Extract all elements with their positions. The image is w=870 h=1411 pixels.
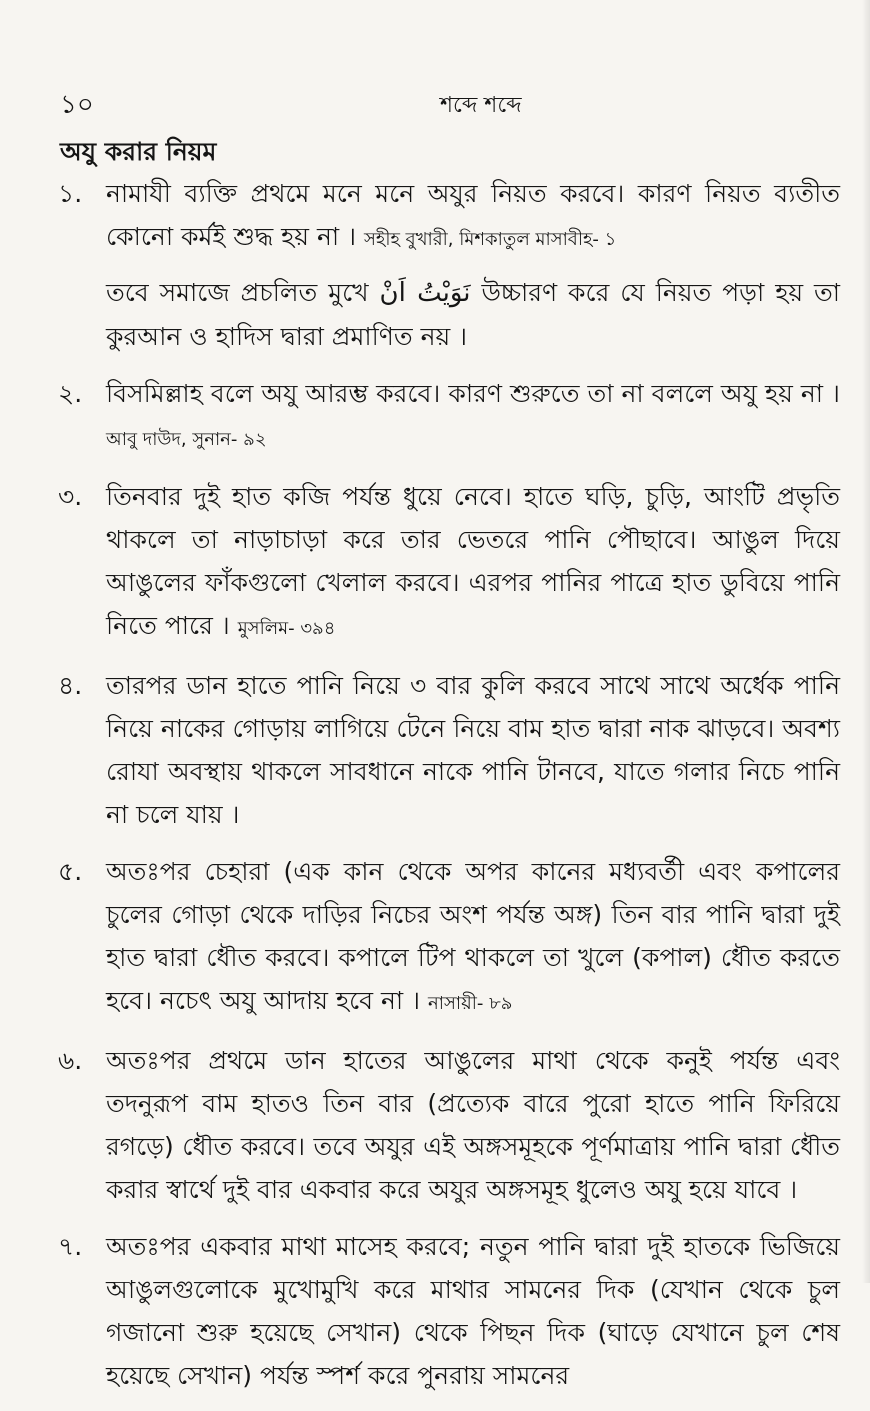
page-edge-shadow	[862, 0, 870, 1283]
item-number: ৭.	[58, 1232, 83, 1261]
item-text: নামাযী ব্যক্তি প্রথমে মনে মনে অযুর নিয়ত করবে। কারণ নিয়ত ব্যতীত কোনো কর্মই শুদ্ধ হয় না । সহীহ বুখারী, মিশকাতুল মাসাবীহ- ১	[106, 179, 840, 251]
list-item	[58, 850, 840, 1025]
item-note: তবে সমাজে প্রচলিত মুখে نَوَيْتُ اَنْ উচ্চারণ করে যে নিয়ত পড়া হয় তা কুরআন ও হাদিস দ্বারা প্রমাণিত নয় ।	[106, 278, 840, 351]
item-text: তারপর ডান হাতে পানি নিয়ে ৩ বার কুলি করবে সাথে সাথে অর্ধেক পানি নিয়ে নাকের গোড়ায় লাগিয়ে টেনে নিয়ে বাম হাত দ্বারা নাক ঝাড়বে। অবশ্য রোযা অবস্থায় থাকলে সাবধানে নাকে পানি টানবে, যাতে গলার নিচে পানি না চলে যায় ।	[106, 671, 840, 829]
item-number: ৫.	[58, 857, 83, 886]
item-text: অতঃপর একবার মাথা মাসেহ করবে; নতুন পানি দ্বারা দুই হাতকে ভিজিয়ে আঙুলগুলোকে মুখোমুখি করে মাথার সামনের দিক (যেখান থেকে চুল গজানো শুরু হয়েছে সেখান) থেকে পিছন দিক (ঘাড়ে যেখানে চুল শেষ হয়েছে সেখান) পর্যন্ত স্পর্শ করে পুনরায় সামনের	[106, 1232, 840, 1390]
list-item	[58, 475, 840, 650]
list-item	[58, 1039, 840, 1211]
page-number: ১০	[60, 90, 94, 120]
item-text: অতঃপর প্রথমে ডান হাতের আঙুলের মাথা থেকে কনুই পর্যন্ত এবং তদনুরূপ বাম হাতও তিন বার (প্রত্যেক বারে পুরো হাতে পানি ফিরিয়ে রগড়ে) ধৌত করবে। তবে অযুর এই অঙ্গসমূহকে পূর্ণমাত্রায় পানি দ্বারা ধৌত করার স্বার্থে দুই বার একবার করে অযুর অঙ্গসমূহ ধুলেও অযু হয়ে যাবে ।	[106, 1046, 840, 1204]
running-title: শব্দে শব্দে	[440, 93, 522, 118]
item-number: ১.	[58, 179, 83, 208]
item-number: ৩.	[58, 482, 83, 511]
item-number: ৬.	[58, 1046, 83, 1075]
citation: সহীহ বুখারী, মিশকাতুল মাসাবীহ- ১	[364, 229, 617, 250]
citation: মুসলিম- ৩৯৪	[237, 618, 336, 639]
citation: আবু দাউদ, সুনান- ৯২	[106, 429, 267, 450]
list-item	[58, 372, 840, 461]
rules-list	[58, 172, 840, 1411]
item-number: ২.	[58, 379, 83, 408]
page-header	[60, 84, 830, 118]
arabic-phrase: نَوَيْتُ اَنْ	[379, 278, 471, 308]
list-item	[58, 664, 840, 836]
item-text: অতঃপর চেহারা (এক কান থেকে অপর কানের মধ্যবর্তী এবং কপালের চুলের গোড়া থেকে দাড়ির নিচের অংশ পর্যন্ত অঙ্গ) তিন বার পানি দ্বারা দুই হাত দ্বারা ধৌত করবে। কপালে টিপ থাকলে তা খুলে (কপাল) ধৌত করতে হবে। নচেৎ অযু আদায় হবে না । নাসায়ী- ৮৯	[106, 857, 840, 1015]
item-text: তিনবার দুই হাত কজি পর্যন্ত ধুয়ে নেবে। হাতে ঘড়ি, চুড়ি, আংটি প্রভৃতি থাকলে তা নাড়াচাড়া করে তার ভেতরে পানি পৌছাবে। আঙুল দিয়ে আঙুলের ফাঁকগুলো খেলাল করবে। এরপর পানির পাত্রে হাত ডুবিয়ে পানি নিতে পারে । মুসলিম- ৩৯৪	[106, 482, 840, 640]
section-heading: অযু করার নিয়ম	[60, 137, 217, 166]
list-item	[58, 172, 840, 358]
list-item	[58, 1225, 840, 1397]
citation: নাসায়ী- ৮৯	[428, 993, 513, 1014]
item-text: বিসমিল্লাহ বলে অযু আরম্ভ করবে। কারণ শুরুতে তা না বললে অযু হয় না । আবু দাউদ, সুনান- ৯২	[106, 379, 840, 450]
item-number: ৪.	[58, 671, 83, 700]
